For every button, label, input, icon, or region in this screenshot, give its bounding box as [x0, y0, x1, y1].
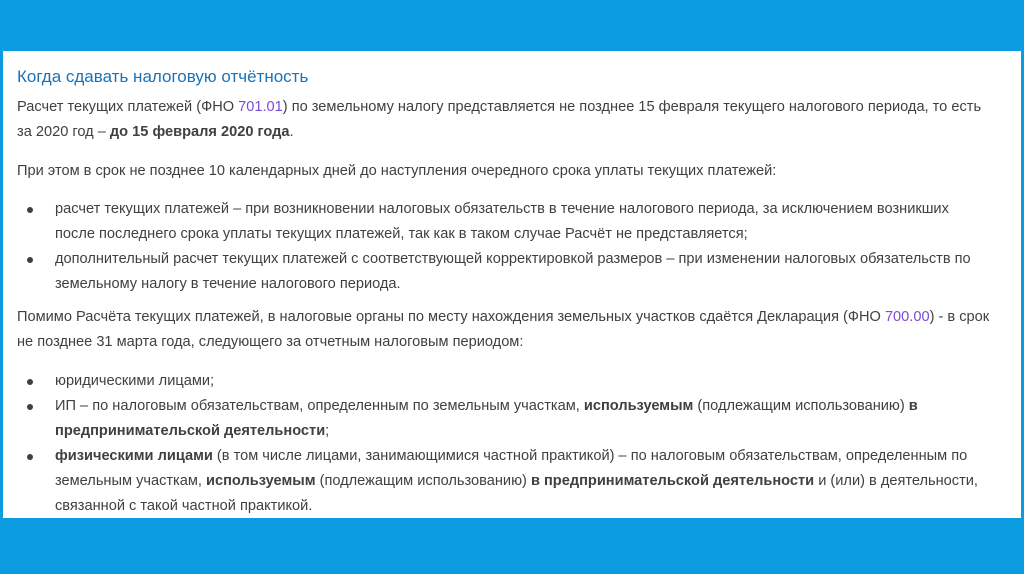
bold-text: используемым	[206, 473, 316, 489]
section-title: Когда сдавать налоговую отчётность	[17, 67, 309, 86]
paragraph-declaration	[17, 305, 992, 355]
text: и (или) в деятельности, связанной с такой частной практикой.	[55, 473, 978, 514]
bold-text: используемым	[583, 398, 694, 414]
text: ) по земельному налогу представляется не позднее 15 февраля текущего налогового периода, то есть за 2020 год –	[17, 99, 982, 140]
list-calculations	[17, 197, 992, 297]
bullet-icon	[27, 207, 33, 213]
bold-text: физическими лицами	[55, 448, 213, 464]
bold-text: в предпринимательской деятельности	[55, 398, 918, 439]
list-item	[17, 247, 992, 297]
paragraph-current-payments	[17, 95, 992, 145]
text: ) - в срок не позднее 31 марта года, следующего за отчетным налоговым периодом:	[17, 309, 990, 350]
list-item	[17, 444, 992, 519]
bullet-icon	[27, 404, 33, 410]
list-item-text: дополнительный расчет текущих платежей с соответствующей корректировкой размеров – при изменении налоговых обязательств по земельному налогу в течение налогового периода.	[55, 251, 971, 292]
text: .	[289, 124, 294, 140]
form-link-701-01[interactable]: 701.01	[238, 99, 283, 115]
bullet-icon	[27, 257, 33, 263]
paragraph-terms: При этом в срок не позднее 10 календарных дней до наступления очередного срока уплаты текущих платежей:	[17, 163, 777, 179]
list-item	[17, 394, 992, 444]
text: ИП – по налоговым обязательствам, определенным по земельным участкам,	[55, 398, 584, 414]
text: (в том числе лицами, занимающимися частной практикой) – по налоговым обязательствам, определенным по земельным участкам,	[55, 448, 968, 489]
slide-content	[3, 51, 1021, 518]
text: Расчет текущих платежей (ФНО	[17, 99, 239, 115]
list-item	[17, 369, 992, 394]
list-item-text: расчет текущих платежей – при возникновении налоговых обязательств в течение налогового периода, за исключением возникших после последнего срока уплаты текущих платежей, так как в таком случае Расчёт не представляется;	[55, 201, 949, 242]
text: (подлежащим использованию)	[315, 473, 531, 489]
text: Помимо Расчёта текущих платежей, в налоговые органы по месту нахождения земельных участков сдаётся Декларация (ФНО	[17, 309, 885, 325]
list-taxpayers	[17, 369, 992, 519]
list-item-text: юридическими лицами;	[55, 373, 215, 389]
bullet-icon	[27, 454, 33, 460]
form-link-700-00[interactable]: 700.00	[884, 309, 930, 325]
bullet-icon	[27, 379, 33, 385]
deadline-bold: до 15 февраля 2020 года	[109, 124, 290, 140]
list-item	[17, 197, 992, 247]
text: (подлежащим использованию)	[693, 398, 909, 414]
text: ;	[325, 423, 330, 439]
bold-text: в предпринимательской деятельности	[530, 473, 815, 489]
